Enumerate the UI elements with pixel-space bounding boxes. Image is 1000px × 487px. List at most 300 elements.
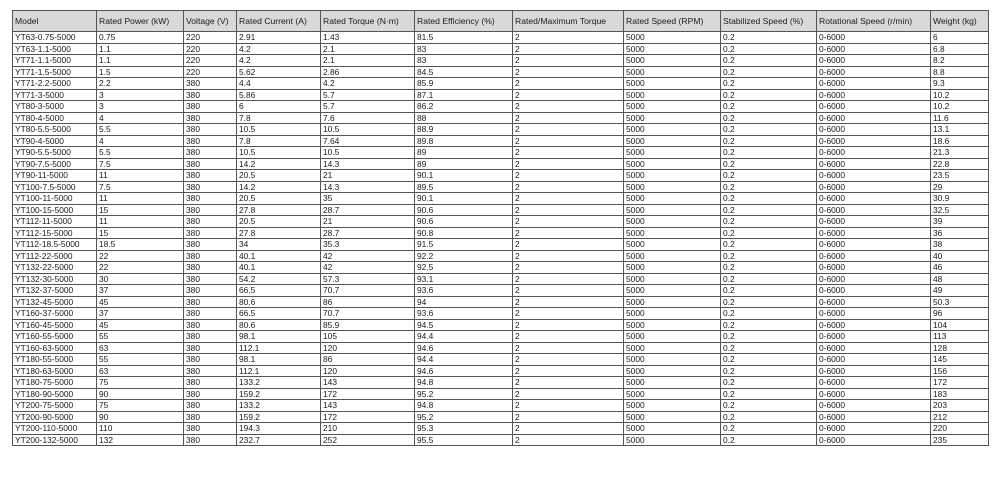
cell-rated-torque: 85.9 [321,319,415,331]
cell-rated-power: 5.5 [97,147,184,159]
table-row [13,158,989,170]
cell-rated-efficiency: 90.1 [415,193,513,205]
cell-rated-efficiency: 92.2 [415,250,513,262]
table-row [13,32,989,44]
cell-stabilized-speed: 0.2 [721,32,817,44]
cell-rated-speed: 5000 [624,285,721,297]
table-row [13,101,989,113]
cell-rated-current: 5.62 [237,66,321,78]
cell-rated-current: 20.5 [237,170,321,182]
cell-rated-current: 159.2 [237,388,321,400]
cell-stabilized-speed: 0.2 [721,204,817,216]
cell-voltage: 380 [184,308,237,320]
cell-weight: 32.5 [931,204,989,216]
table-row [13,170,989,182]
cell-rotational-speed: 0-6000 [817,227,931,239]
cell-rated-torque: 35.3 [321,239,415,251]
cell-stabilized-speed: 0.2 [721,124,817,136]
cell-voltage: 380 [184,423,237,435]
cell-weight: 183 [931,388,989,400]
cell-voltage: 380 [184,377,237,389]
cell-stabilized-speed: 0.2 [721,354,817,366]
cell-rated-current: 7.8 [237,112,321,124]
cell-rated-power: 75 [97,377,184,389]
cell-rated-current: 66.5 [237,308,321,320]
column-header-stabilized-speed: Stabilized Speed (%) [721,11,817,32]
cell-rotational-speed: 0-6000 [817,411,931,423]
table-row [13,227,989,239]
cell-voltage: 380 [184,365,237,377]
cell-weight: 39 [931,216,989,228]
cell-voltage: 380 [184,319,237,331]
cell-rated-efficiency: 93.1 [415,273,513,285]
table-row [13,262,989,274]
cell-rotational-speed: 0-6000 [817,147,931,159]
cell-weight: 48 [931,273,989,285]
cell-rated-max-torque: 2 [513,32,624,44]
cell-stabilized-speed: 0.2 [721,308,817,320]
cell-rated-torque: 5.7 [321,101,415,113]
cell-model: YT132-37-5000 [13,285,97,297]
cell-rated-power: 90 [97,388,184,400]
cell-rated-max-torque: 2 [513,170,624,182]
cell-rated-max-torque: 2 [513,388,624,400]
cell-rated-max-torque: 2 [513,55,624,67]
cell-rated-current: 40.1 [237,250,321,262]
cell-rotational-speed: 0-6000 [817,342,931,354]
cell-rated-power: 22 [97,262,184,274]
cell-rotational-speed: 0-6000 [817,181,931,193]
cell-rated-max-torque: 2 [513,331,624,343]
cell-model: YT180-90-5000 [13,388,97,400]
cell-stabilized-speed: 0.2 [721,250,817,262]
cell-rated-speed: 5000 [624,262,721,274]
cell-model: YT80-5.5-5000 [13,124,97,136]
cell-rated-power: 7.5 [97,181,184,193]
cell-stabilized-speed: 0.2 [721,365,817,377]
cell-stabilized-speed: 0.2 [721,377,817,389]
column-header-rated-current: Rated Current (A) [237,11,321,32]
cell-weight: 172 [931,377,989,389]
column-header-rated-torque: Rated Torque (N·m) [321,11,415,32]
table-row [13,319,989,331]
cell-weight: 10.2 [931,101,989,113]
cell-rated-speed: 5000 [624,239,721,251]
cell-rated-max-torque: 2 [513,411,624,423]
cell-rated-current: 7.8 [237,135,321,147]
column-header-model: Model [13,11,97,32]
cell-rated-efficiency: 94.4 [415,354,513,366]
cell-model: YT71-1.5-5000 [13,66,97,78]
table-row [13,388,989,400]
cell-rated-current: 4.2 [237,55,321,67]
table-body [13,32,989,446]
cell-rated-power: 90 [97,411,184,423]
cell-weight: 10.2 [931,89,989,101]
cell-weight: 36 [931,227,989,239]
cell-rated-current: 14.2 [237,181,321,193]
table-row [13,273,989,285]
cell-rated-efficiency: 93.6 [415,308,513,320]
cell-rated-efficiency: 88.9 [415,124,513,136]
cell-weight: 104 [931,319,989,331]
cell-rated-power: 63 [97,365,184,377]
cell-rated-speed: 5000 [624,78,721,90]
cell-rated-efficiency: 95.2 [415,388,513,400]
cell-stabilized-speed: 0.2 [721,181,817,193]
cell-weight: 6 [931,32,989,44]
cell-weight: 9.3 [931,78,989,90]
cell-rated-efficiency: 85.9 [415,78,513,90]
cell-rated-torque: 35 [321,193,415,205]
table-row [13,296,989,308]
cell-rotational-speed: 0-6000 [817,250,931,262]
cell-voltage: 380 [184,262,237,274]
cell-model: YT100-15-5000 [13,204,97,216]
cell-model: YT180-75-5000 [13,377,97,389]
cell-rated-torque: 14.3 [321,181,415,193]
cell-rated-efficiency: 84.5 [415,66,513,78]
table-row [13,377,989,389]
cell-rated-max-torque: 2 [513,319,624,331]
cell-weight: 18.6 [931,135,989,147]
cell-stabilized-speed: 0.2 [721,158,817,170]
column-header-rated-power: Rated Power (kW) [97,11,184,32]
cell-rotational-speed: 0-6000 [817,55,931,67]
table-row [13,400,989,412]
cell-stabilized-speed: 0.2 [721,227,817,239]
cell-weight: 11.6 [931,112,989,124]
table-row [13,308,989,320]
cell-rotational-speed: 0-6000 [817,423,931,435]
cell-rated-current: 27.8 [237,227,321,239]
motor-spec-table [12,10,989,446]
cell-rated-power: 11 [97,170,184,182]
cell-weight: 49 [931,285,989,297]
cell-rated-current: 10.5 [237,147,321,159]
cell-rated-speed: 5000 [624,227,721,239]
cell-rated-torque: 2.86 [321,66,415,78]
cell-voltage: 380 [184,239,237,251]
table-row [13,239,989,251]
cell-rated-max-torque: 2 [513,101,624,113]
cell-rated-max-torque: 2 [513,285,624,297]
cell-model: YT132-22-5000 [13,262,97,274]
cell-rotational-speed: 0-6000 [817,273,931,285]
cell-rated-torque: 143 [321,400,415,412]
cell-stabilized-speed: 0.2 [721,434,817,446]
cell-rated-speed: 5000 [624,66,721,78]
cell-rotational-speed: 0-6000 [817,32,931,44]
cell-rated-efficiency: 94.8 [415,400,513,412]
cell-rated-speed: 5000 [624,331,721,343]
cell-rated-current: 20.5 [237,216,321,228]
cell-weight: 8.2 [931,55,989,67]
cell-rated-max-torque: 2 [513,135,624,147]
cell-rated-torque: 252 [321,434,415,446]
cell-rated-max-torque: 2 [513,365,624,377]
cell-rated-torque: 4.2 [321,78,415,90]
cell-rotational-speed: 0-6000 [817,377,931,389]
cell-rated-current: 10.5 [237,124,321,136]
cell-rated-power: 37 [97,308,184,320]
cell-weight: 30.9 [931,193,989,205]
cell-stabilized-speed: 0.2 [721,285,817,297]
cell-rated-torque: 42 [321,262,415,274]
cell-voltage: 380 [184,227,237,239]
cell-rated-efficiency: 86.2 [415,101,513,113]
cell-rated-max-torque: 2 [513,158,624,170]
cell-rated-current: 34 [237,239,321,251]
cell-rotational-speed: 0-6000 [817,78,931,90]
cell-rated-speed: 5000 [624,193,721,205]
cell-voltage: 380 [184,434,237,446]
cell-rotational-speed: 0-6000 [817,204,931,216]
cell-model: YT180-63-5000 [13,365,97,377]
cell-rated-max-torque: 2 [513,216,624,228]
cell-rated-speed: 5000 [624,250,721,262]
table-row [13,411,989,423]
cell-rated-speed: 5000 [624,365,721,377]
cell-rated-power: 5.5 [97,124,184,136]
cell-rated-current: 6 [237,101,321,113]
table-row [13,342,989,354]
cell-model: YT71-3-5000 [13,89,97,101]
cell-rated-speed: 5000 [624,170,721,182]
cell-rated-efficiency: 94.6 [415,342,513,354]
cell-weight: 128 [931,342,989,354]
cell-model: YT80-3-5000 [13,101,97,113]
cell-rotational-speed: 0-6000 [817,262,931,274]
cell-model: YT80-4-5000 [13,112,97,124]
cell-rated-max-torque: 2 [513,262,624,274]
cell-rated-speed: 5000 [624,411,721,423]
cell-rated-current: 194.3 [237,423,321,435]
cell-stabilized-speed: 0.2 [721,296,817,308]
cell-rated-power: 55 [97,354,184,366]
cell-rated-torque: 86 [321,354,415,366]
cell-rated-max-torque: 2 [513,43,624,55]
cell-rated-max-torque: 2 [513,66,624,78]
cell-rated-speed: 5000 [624,400,721,412]
cell-rated-max-torque: 2 [513,308,624,320]
cell-rated-torque: 1.43 [321,32,415,44]
cell-rated-efficiency: 91.5 [415,239,513,251]
cell-rated-max-torque: 2 [513,78,624,90]
cell-rated-efficiency: 95.3 [415,423,513,435]
cell-stabilized-speed: 0.2 [721,112,817,124]
cell-rated-power: 1.1 [97,43,184,55]
cell-rated-max-torque: 2 [513,239,624,251]
cell-weight: 203 [931,400,989,412]
cell-voltage: 380 [184,400,237,412]
column-header-rated-max-torque: Rated/Maximum Torque [513,11,624,32]
cell-rated-power: 15 [97,227,184,239]
cell-rated-speed: 5000 [624,377,721,389]
cell-rated-power: 2.2 [97,78,184,90]
cell-rated-max-torque: 2 [513,250,624,262]
cell-rated-speed: 5000 [624,342,721,354]
cell-rated-power: 11 [97,216,184,228]
column-header-voltage: Voltage (V) [184,11,237,32]
cell-rotational-speed: 0-6000 [817,112,931,124]
table-row [13,285,989,297]
cell-rated-current: 40.1 [237,262,321,274]
cell-rated-current: 14.2 [237,158,321,170]
cell-model: YT132-45-5000 [13,296,97,308]
table-row [13,78,989,90]
cell-stabilized-speed: 0.2 [721,411,817,423]
cell-stabilized-speed: 0.2 [721,273,817,285]
cell-voltage: 380 [184,158,237,170]
cell-rated-torque: 86 [321,296,415,308]
cell-model: YT180-55-5000 [13,354,97,366]
cell-rated-speed: 5000 [624,423,721,435]
cell-rated-speed: 5000 [624,296,721,308]
table-row [13,204,989,216]
cell-rated-efficiency: 94.8 [415,377,513,389]
cell-rated-torque: 143 [321,377,415,389]
cell-voltage: 380 [184,273,237,285]
cell-rated-efficiency: 83 [415,43,513,55]
cell-stabilized-speed: 0.2 [721,78,817,90]
cell-rated-speed: 5000 [624,158,721,170]
cell-rotational-speed: 0-6000 [817,354,931,366]
cell-rated-max-torque: 2 [513,273,624,285]
table-row [13,112,989,124]
cell-voltage: 380 [184,170,237,182]
cell-voltage: 380 [184,101,237,113]
cell-rated-max-torque: 2 [513,400,624,412]
cell-weight: 13.1 [931,124,989,136]
cell-rated-current: 232.7 [237,434,321,446]
cell-rated-max-torque: 2 [513,181,624,193]
cell-stabilized-speed: 0.2 [721,89,817,101]
cell-rated-torque: 10.5 [321,124,415,136]
cell-rotational-speed: 0-6000 [817,296,931,308]
cell-voltage: 380 [184,296,237,308]
cell-voltage: 220 [184,43,237,55]
cell-weight: 156 [931,365,989,377]
table-row [13,331,989,343]
cell-rated-power: 4 [97,112,184,124]
cell-rotational-speed: 0-6000 [817,135,931,147]
cell-voltage: 380 [184,193,237,205]
cell-voltage: 380 [184,112,237,124]
cell-weight: 212 [931,411,989,423]
cell-rated-max-torque: 2 [513,434,624,446]
cell-rated-efficiency: 89.5 [415,181,513,193]
cell-voltage: 380 [184,411,237,423]
table-row [13,147,989,159]
cell-rated-power: 1.5 [97,66,184,78]
cell-voltage: 380 [184,89,237,101]
cell-rated-max-torque: 2 [513,204,624,216]
table-row [13,55,989,67]
cell-rated-torque: 105 [321,331,415,343]
cell-rated-max-torque: 2 [513,124,624,136]
cell-rated-current: 80.6 [237,296,321,308]
cell-stabilized-speed: 0.2 [721,135,817,147]
cell-rated-power: 45 [97,319,184,331]
cell-voltage: 380 [184,78,237,90]
cell-rated-efficiency: 95.5 [415,434,513,446]
cell-rated-power: 15 [97,204,184,216]
cell-model: YT100-7.5-5000 [13,181,97,193]
cell-weight: 8.8 [931,66,989,78]
cell-rated-power: 55 [97,331,184,343]
cell-rated-current: 98.1 [237,331,321,343]
cell-voltage: 220 [184,55,237,67]
cell-rated-power: 37 [97,285,184,297]
cell-rated-power: 3 [97,101,184,113]
cell-weight: 6.8 [931,43,989,55]
cell-rated-power: 30 [97,273,184,285]
cell-model: YT160-45-5000 [13,319,97,331]
cell-rotational-speed: 0-6000 [817,400,931,412]
table-row [13,181,989,193]
cell-rated-torque: 42 [321,250,415,262]
cell-voltage: 220 [184,66,237,78]
cell-stabilized-speed: 0.2 [721,423,817,435]
cell-rated-power: 11 [97,193,184,205]
table-row [13,193,989,205]
cell-stabilized-speed: 0.2 [721,319,817,331]
cell-rated-torque: 2.1 [321,43,415,55]
cell-rated-current: 133.2 [237,377,321,389]
cell-rated-torque: 28.7 [321,227,415,239]
cell-weight: 220 [931,423,989,435]
cell-rated-speed: 5000 [624,388,721,400]
cell-stabilized-speed: 0.2 [721,147,817,159]
cell-model: YT160-37-5000 [13,308,97,320]
cell-weight: 38 [931,239,989,251]
cell-weight: 22.8 [931,158,989,170]
cell-rated-speed: 5000 [624,124,721,136]
cell-rotational-speed: 0-6000 [817,319,931,331]
cell-weight: 29 [931,181,989,193]
cell-rated-torque: 7.64 [321,135,415,147]
cell-rated-efficiency: 93.6 [415,285,513,297]
cell-rated-speed: 5000 [624,135,721,147]
cell-stabilized-speed: 0.2 [721,66,817,78]
cell-stabilized-speed: 0.2 [721,400,817,412]
cell-model: YT200-75-5000 [13,400,97,412]
column-header-rated-efficiency: Rated Efficiency (%) [415,11,513,32]
cell-rated-torque: 57.3 [321,273,415,285]
cell-rated-max-torque: 2 [513,193,624,205]
cell-rated-power: 4 [97,135,184,147]
cell-model: YT90-7.5-5000 [13,158,97,170]
cell-rated-power: 1.1 [97,55,184,67]
cell-rated-efficiency: 89.8 [415,135,513,147]
cell-model: YT71-1.1-5000 [13,55,97,67]
cell-rated-speed: 5000 [624,216,721,228]
cell-rotational-speed: 0-6000 [817,285,931,297]
cell-rotational-speed: 0-6000 [817,89,931,101]
cell-stabilized-speed: 0.2 [721,342,817,354]
cell-rated-speed: 5000 [624,181,721,193]
cell-rated-speed: 5000 [624,354,721,366]
cell-rotational-speed: 0-6000 [817,193,931,205]
column-header-weight: Weight (kg) [931,11,989,32]
cell-rated-current: 27.8 [237,204,321,216]
cell-rated-efficiency: 94.4 [415,331,513,343]
cell-model: YT71-2.2-5000 [13,78,97,90]
header-row [13,11,989,32]
cell-rated-torque: 10.5 [321,147,415,159]
cell-rotational-speed: 0-6000 [817,239,931,251]
